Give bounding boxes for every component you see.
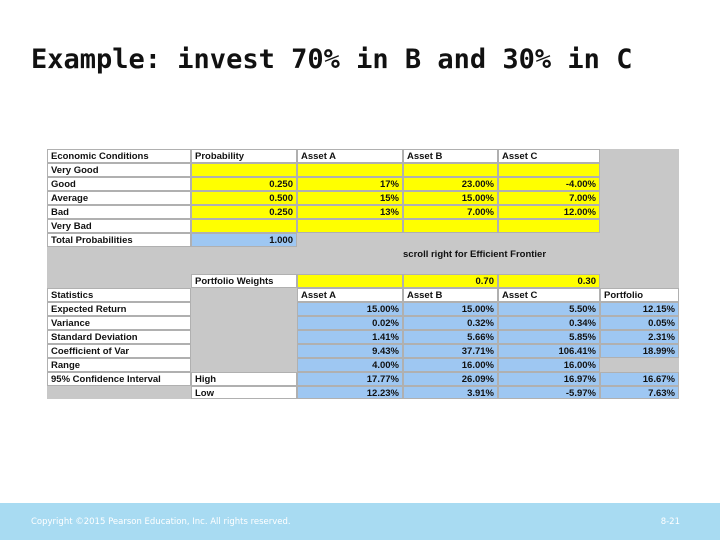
stat-a-coefficient-of-var: 9.43% — [297, 344, 403, 358]
stat-b-expected-return: 15.00% — [403, 302, 498, 316]
header-asset-b: Asset B — [403, 149, 498, 163]
ci-high-c: 16.97% — [498, 372, 600, 386]
stat-b-coefficient-of-var: 37.71% — [403, 344, 498, 358]
portfolio-weights-label: Portfolio Weights — [191, 274, 297, 288]
ci-low-a: 12.23% — [297, 386, 403, 399]
row-label-very-good: Very Good — [47, 163, 191, 177]
asset-a-very-good[interactable] — [297, 163, 403, 177]
stat-c-range: 16.00% — [498, 358, 600, 372]
asset-c-good[interactable]: -4.00% — [498, 177, 600, 191]
stat-p-coefficient-of-var: 18.99% — [600, 344, 679, 358]
header-asset-c: Asset C — [498, 149, 600, 163]
stat-p-variance: 0.05% — [600, 316, 679, 330]
slide-title: Example: invest 70% in B and 30% in C — [31, 44, 633, 75]
row-label-bad: Bad — [47, 205, 191, 219]
footer-bar — [0, 503, 720, 540]
stat-a-range: 4.00% — [297, 358, 403, 372]
row-label-average: Average — [47, 191, 191, 205]
stat-label-standard-deviation: Standard Deviation — [47, 330, 191, 344]
prob-very-bad[interactable] — [191, 219, 297, 233]
prob-good[interactable]: 0.250 — [191, 177, 297, 191]
stats-header-asset-a: Asset A — [297, 288, 403, 302]
stat-c-expected-return: 5.50% — [498, 302, 600, 316]
row-label-very-bad: Very Bad — [47, 219, 191, 233]
total-probabilities-label: Total Probabilities — [47, 233, 191, 247]
asset-b-very-good[interactable] — [403, 163, 498, 177]
asset-b-very-bad[interactable] — [403, 219, 498, 233]
asset-b-good[interactable]: 23.00% — [403, 177, 498, 191]
stat-a-expected-return: 15.00% — [297, 302, 403, 316]
ci-low-c: -5.97% — [498, 386, 600, 399]
prob-very-good[interactable] — [191, 163, 297, 177]
page-number: 8-21 — [660, 517, 680, 527]
weight-asset-c[interactable]: 0.30 — [498, 274, 600, 288]
asset-a-bad[interactable]: 13% — [297, 205, 403, 219]
asset-b-bad[interactable]: 7.00% — [403, 205, 498, 219]
stat-c-standard-deviation: 5.85% — [498, 330, 600, 344]
ci-high-label: High — [191, 372, 297, 386]
ci-low-b: 3.91% — [403, 386, 498, 399]
row-label-good: Good — [47, 177, 191, 191]
stat-label-coefficient-of-var: Coefficient of Var — [47, 344, 191, 358]
stat-label-range: Range — [47, 358, 191, 372]
ci-high-b: 26.09% — [403, 372, 498, 386]
stat-label-confidence-interval: 95% Confidence Interval — [47, 372, 191, 386]
stat-label-expected-return: Expected Return — [47, 302, 191, 316]
stats-header-portfolio: Portfolio — [600, 288, 679, 302]
ci-low-label: Low — [191, 386, 297, 399]
asset-a-good[interactable]: 17% — [297, 177, 403, 191]
prob-bad[interactable]: 0.250 — [191, 205, 297, 219]
stat-a-standard-deviation: 1.41% — [297, 330, 403, 344]
prob-average[interactable]: 0.500 — [191, 191, 297, 205]
asset-c-very-good[interactable] — [498, 163, 600, 177]
asset-a-average[interactable]: 15% — [297, 191, 403, 205]
total-probabilities-value: 1.000 — [191, 233, 297, 247]
header-asset-a: Asset A — [297, 149, 403, 163]
header-economic-conditions: Economic Conditions — [47, 149, 191, 163]
weight-asset-b[interactable]: 0.70 — [403, 274, 498, 288]
stats-header-asset-c: Asset C — [498, 288, 600, 302]
stat-label-variance: Variance — [47, 316, 191, 330]
asset-c-bad[interactable]: 12.00% — [498, 205, 600, 219]
stat-c-variance: 0.34% — [498, 316, 600, 330]
asset-b-average[interactable]: 15.00% — [403, 191, 498, 205]
stat-b-range: 16.00% — [403, 358, 498, 372]
ci-high-a: 17.77% — [297, 372, 403, 386]
spreadsheet — [47, 149, 679, 399]
asset-c-very-bad[interactable] — [498, 219, 600, 233]
asset-a-very-bad[interactable] — [297, 219, 403, 233]
stat-p-standard-deviation: 2.31% — [600, 330, 679, 344]
header-probability: Probability — [191, 149, 297, 163]
scroll-note: scroll right for Efficient Frontier — [403, 249, 547, 260]
asset-c-average[interactable]: 7.00% — [498, 191, 600, 205]
stat-b-variance: 0.32% — [403, 316, 498, 330]
stat-b-standard-deviation: 5.66% — [403, 330, 498, 344]
stat-a-variance: 0.02% — [297, 316, 403, 330]
ci-high-p: 16.67% — [600, 372, 679, 386]
ci-low-p: 7.63% — [600, 386, 679, 399]
header-statistics: Statistics — [47, 288, 191, 302]
weight-asset-a[interactable] — [297, 274, 403, 288]
stats-header-asset-b: Asset B — [403, 288, 498, 302]
stat-c-coefficient-of-var: 106.41% — [498, 344, 600, 358]
stat-p-expected-return: 12.15% — [600, 302, 679, 316]
copyright-text: Copyright ©2015 Pearson Education, Inc. All rights reserved. — [31, 517, 291, 527]
